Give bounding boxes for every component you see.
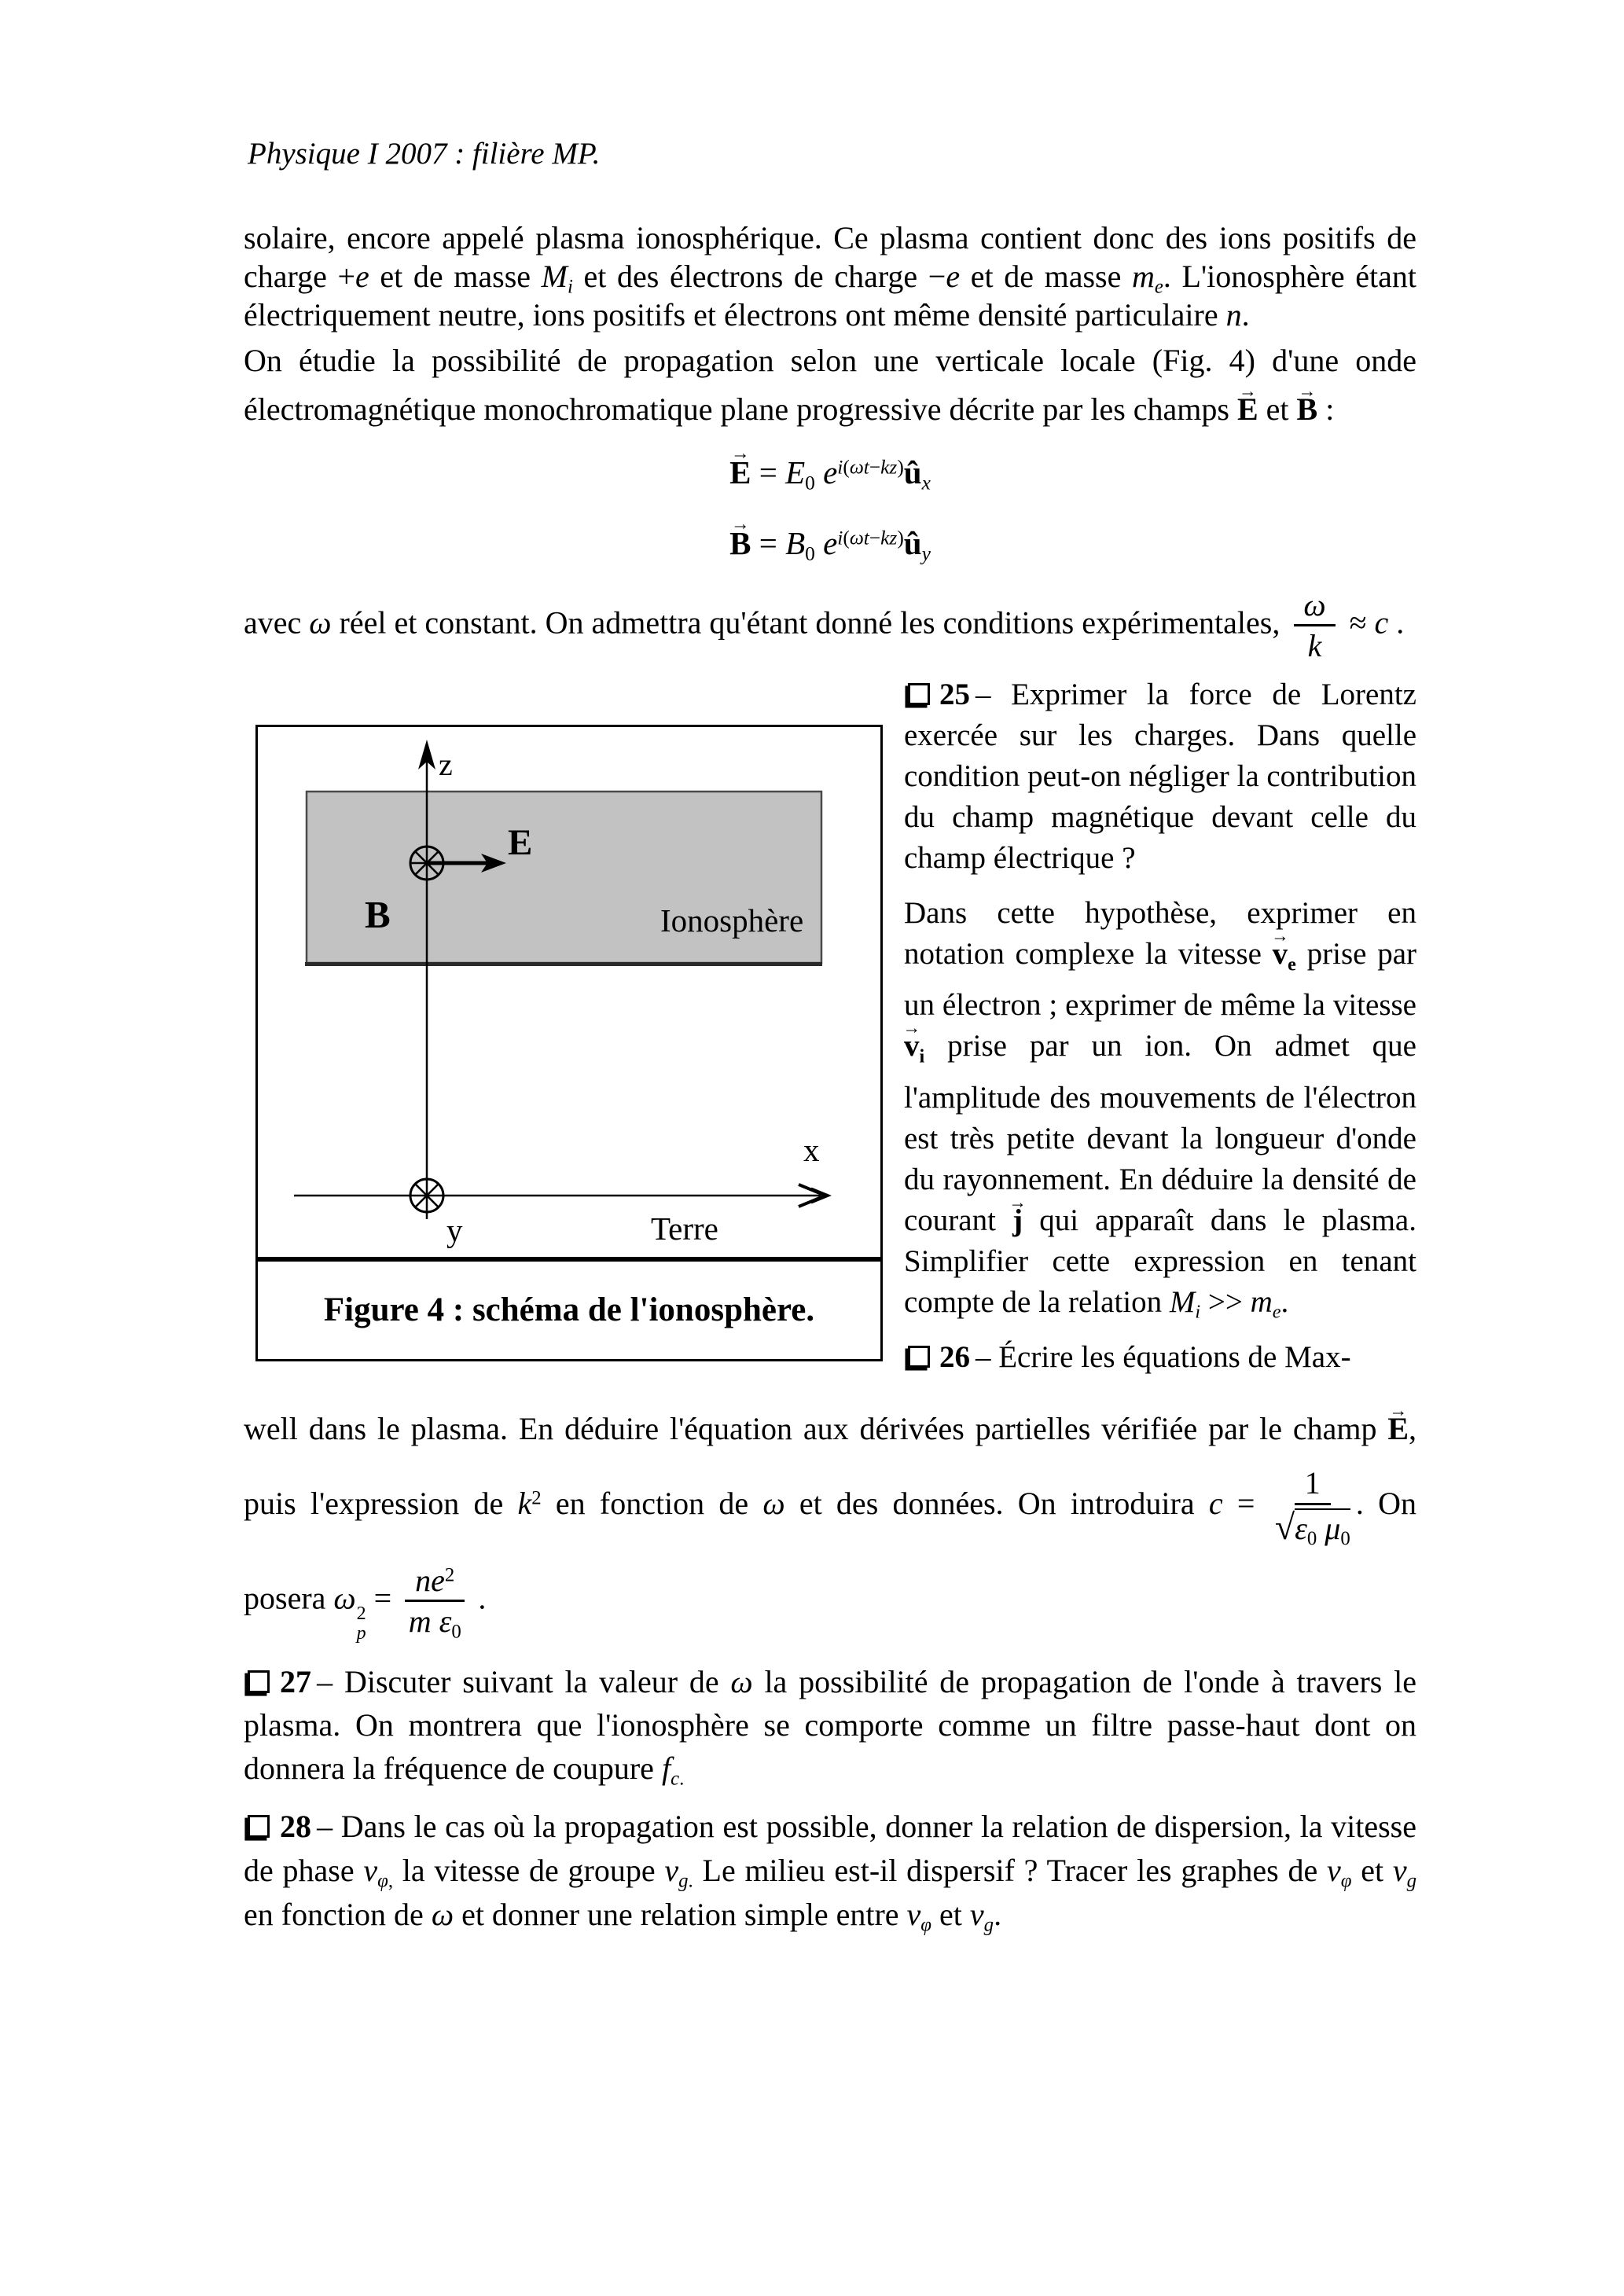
z-axis-label: z bbox=[439, 747, 453, 782]
question-26-line-2 bbox=[244, 1456, 1416, 1558]
wave-equations bbox=[244, 445, 1416, 586]
ionosphere-label: Ionosphère bbox=[660, 902, 804, 939]
ballot-box-icon bbox=[908, 683, 930, 705]
question-28-text: – Dans le cas où la propagation est possible, donner la relation de dispersion, la vitesse de phase $v_{\varphi,}$ la vitesse de groupe $v_{g.}$ Le milieu est-il dispersif ? Tracer les graphes de $v_\varphi$ et $v_g$ en fonction de ω et donner une relation simple entre $v_\varphi$ et $v_g$. bbox=[244, 1809, 1417, 1936]
question-25-continuation: Dans cette hypothèse, exprimer en notation complexe la vitesse $v \to_e$ prise par un électron ; exprimer de même la vitesse $v \to_i$ prise par un ion. On admet que l'amplitude des mouvements de l'électron est très petite devant la longueur d'onde du rayonnement. En déduire la densité de courant j → qui apparaît dans le plasma. Simplifier cette expression en tenant compte de la relation $M_i >> m_e$. bbox=[904, 893, 1416, 1323]
questions-column bbox=[904, 674, 1416, 1392]
question-27 bbox=[244, 1660, 1416, 1790]
question-26-number: 26 bbox=[939, 1339, 970, 1374]
E-field-label: E bbox=[508, 822, 533, 863]
ballot-box-icon bbox=[908, 1346, 930, 1368]
question-25 bbox=[904, 674, 1416, 879]
question-26-line-3-text: posera ω 2 p = $\frac{ne^2}{m \varepsilon_0}$ . bbox=[244, 1562, 487, 1644]
intro-paragraph-2: On étudie la possibilité de propagation selon une verticale locale (Fig. 4) d'une onde électromagnétique monochromatique plane progressive décrite par les champs E → et B → : bbox=[244, 336, 1416, 434]
y-axis-label: y bbox=[446, 1212, 463, 1248]
figure-4-diagram bbox=[255, 725, 883, 1259]
ballot-box-icon bbox=[248, 1670, 270, 1692]
equation-E-field: E → = $E_0$ $e^{i(\omega t-kz)}û_x$ bbox=[244, 445, 1416, 500]
figure-caption bbox=[255, 1259, 883, 1361]
terre-label: Terre bbox=[651, 1210, 718, 1247]
question-26 bbox=[904, 1337, 1416, 1378]
question-25-number: 25 bbox=[939, 678, 970, 711]
question-28 bbox=[244, 1805, 1416, 1937]
question-26-text: – Écrire les équations de Max- bbox=[975, 1339, 1351, 1374]
question-28-number: 28 bbox=[279, 1809, 311, 1844]
question-26-line-1: well dans le plasma. En déduire l'équation aux dérivées partielles vérifiée par le champ E →, bbox=[244, 1409, 1416, 1449]
question-25-text: – Exprimer la force de Lorentz exercée sur les charges. Dans quelle condition peut-on négliger la contribution du champ magnétique devant celle du champ électrique ? bbox=[904, 678, 1417, 875]
x-axis-label: x bbox=[803, 1132, 820, 1168]
omega-condition-line: avec ω réel et constant. On admettra qu'étant donné les conditions expérimentales, $\frac{\omega}{k}$ ≈ c . bbox=[244, 587, 1405, 663]
equation-B-field: B → = $B_0$ $e^{i(\omega t-kz)}û_y$ bbox=[244, 516, 1416, 571]
question-27-number: 27 bbox=[279, 1664, 311, 1699]
intro-paragraph-1: solaire, encore appelé plasma ionosphérique. Ce plasma contient donc des ions positifs de charge +e et de masse $M_i$ et des électrons de charge −e et de masse $m_e$. L'ionosphère étant électriquement neutre, ions positifs et électrons ont même densité particulaire n. bbox=[244, 220, 1417, 332]
question-26-line-3 bbox=[244, 1556, 1416, 1651]
figure-caption-text: Figure 4 : schéma de l'ionosphère. bbox=[323, 1291, 815, 1329]
ionosphere-schematic bbox=[258, 727, 880, 1257]
question-26-line-2-text: puis l'expression de $k^2$ en fonction de ω et des données. On introduira c = $\frac{1}{√\varepsilon_0 \mu_0}$ . On bbox=[244, 1465, 1417, 1550]
B-field-label: B bbox=[365, 893, 391, 936]
ballot-box-icon bbox=[248, 1815, 270, 1837]
page-title: Physique I 2007 : filière MP. bbox=[248, 137, 601, 171]
question-27-text: – Discuter suivant la valeur de ω la possibilité de propagation de l'onde à travers le plasma. On montrera que l'ionosphère se comporte comme un filtre passe-haut dont on donnera la fréquence de coupure $f_{c.}$ bbox=[244, 1664, 1417, 1790]
